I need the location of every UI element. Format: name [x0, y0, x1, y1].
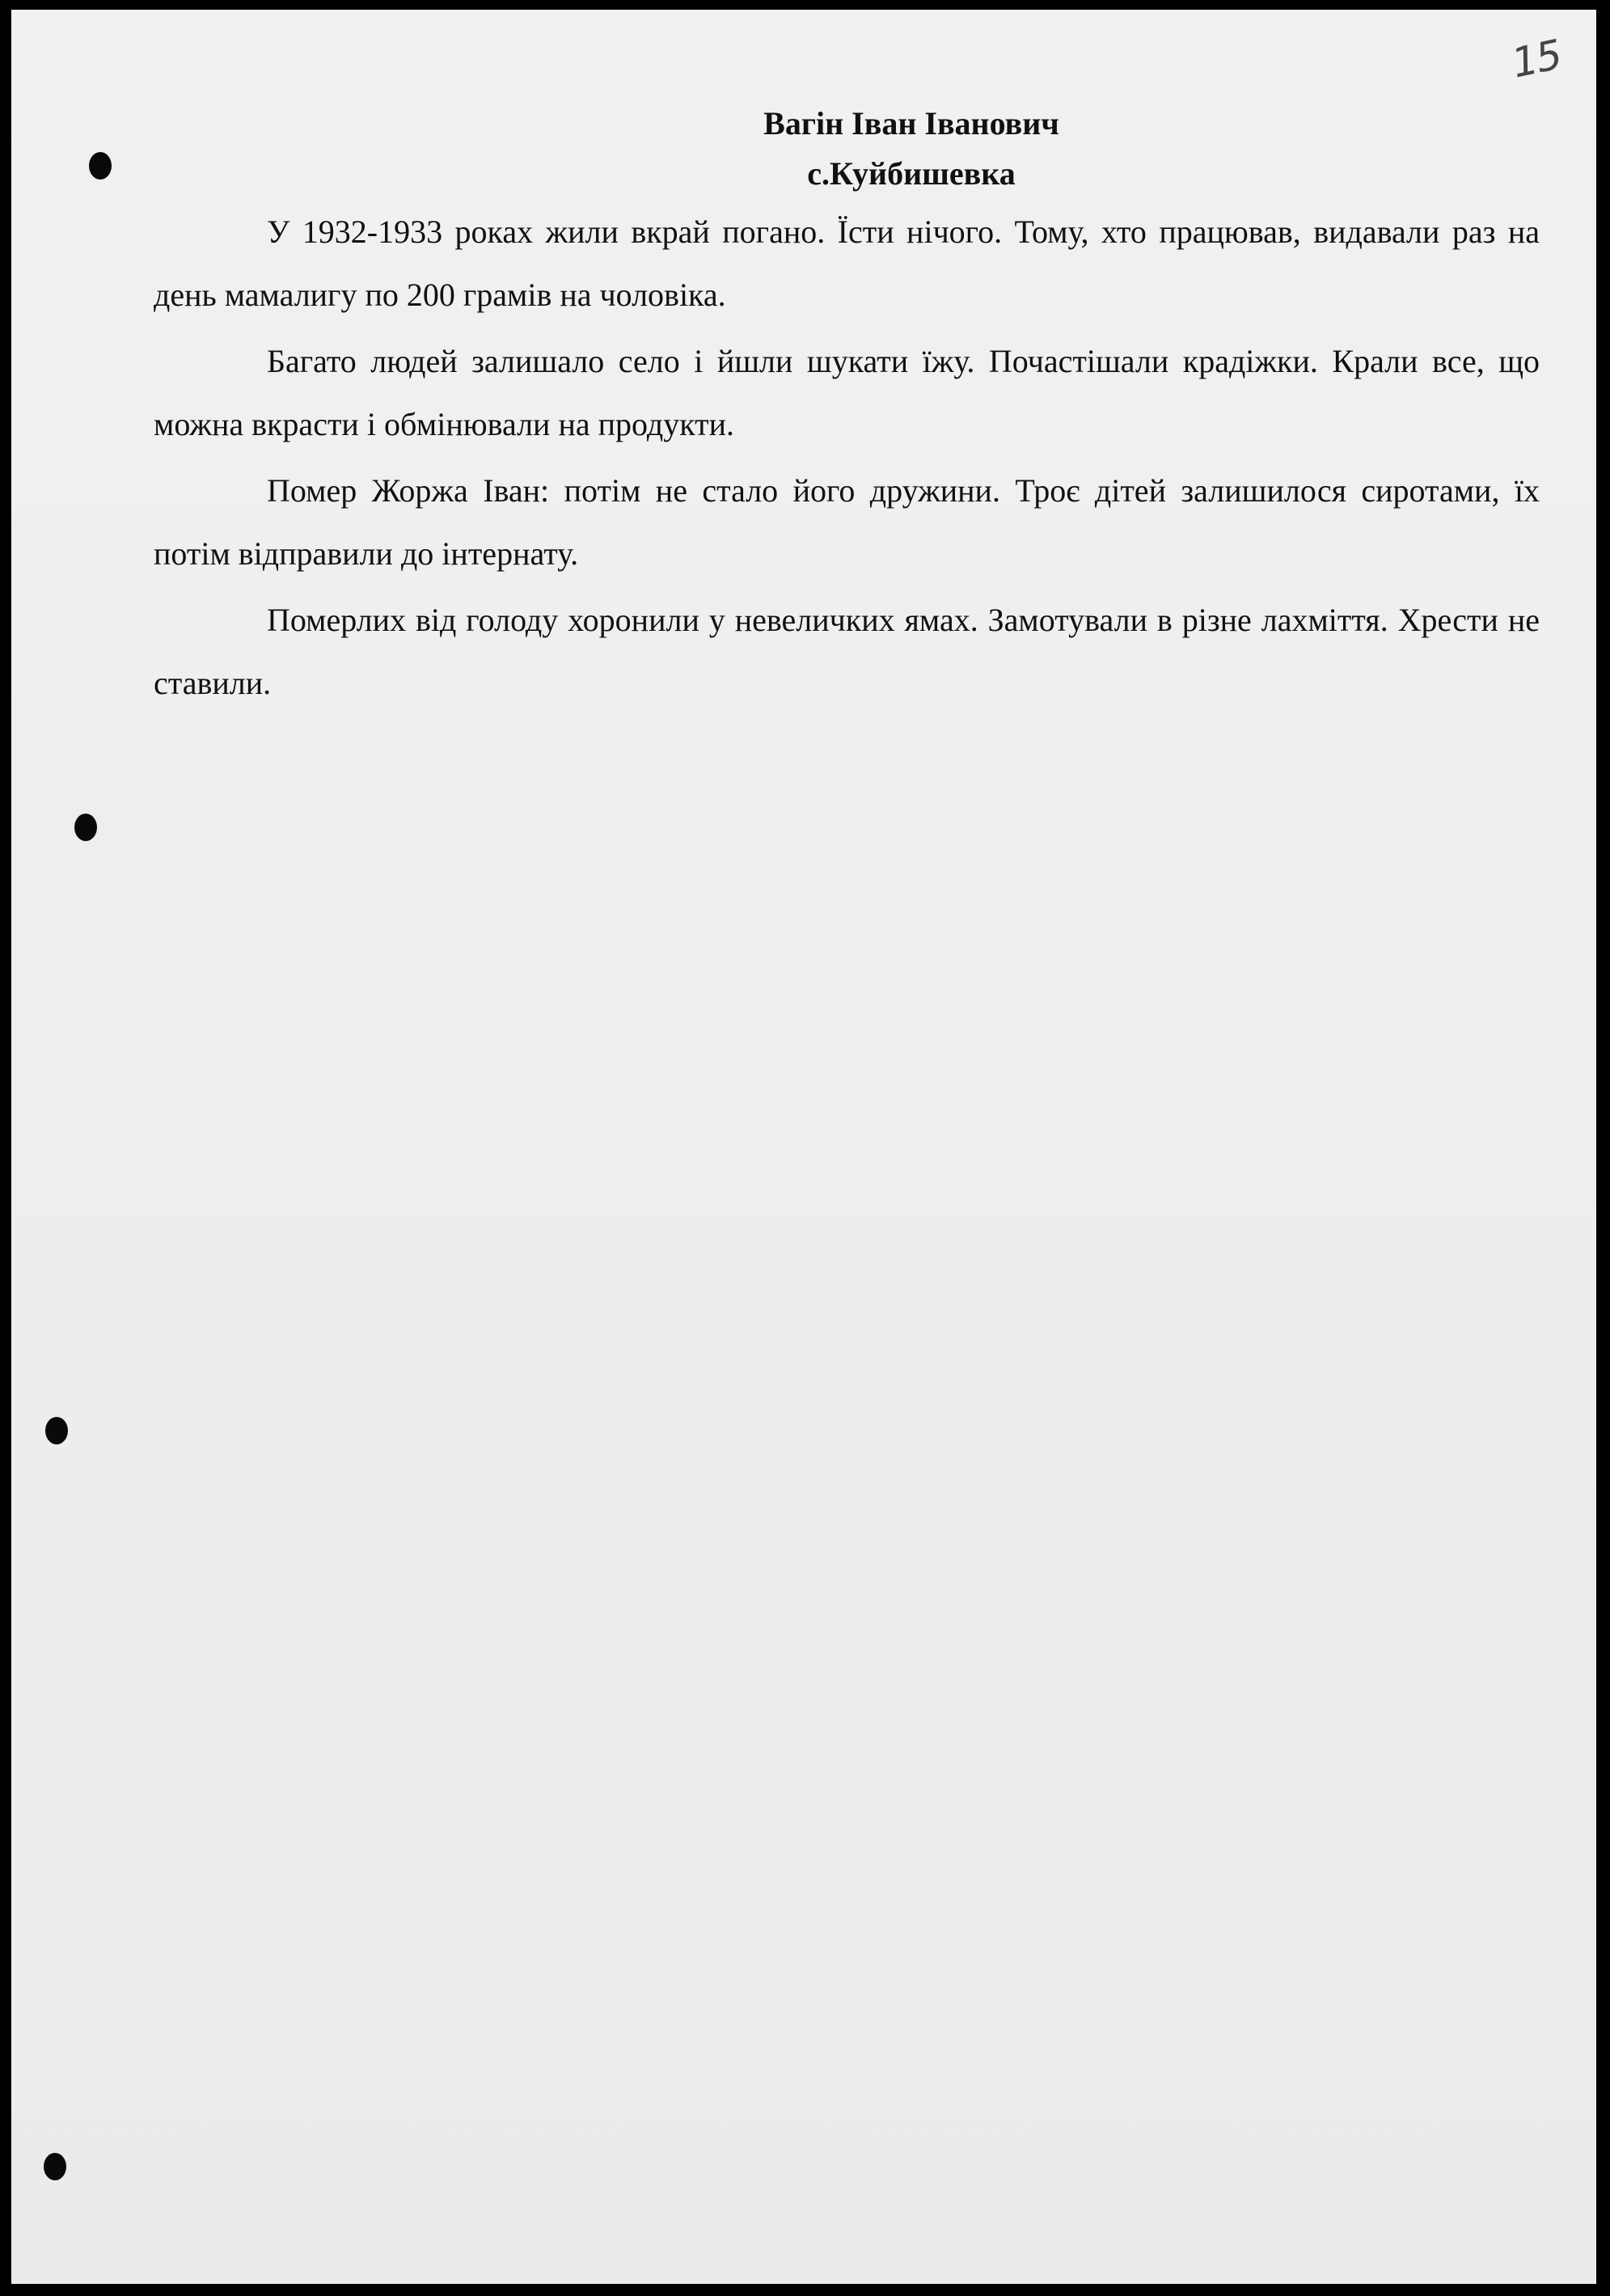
document-body [154, 99, 1540, 715]
paragraph: Багато людей залишало село і йшли шукати їжу. Почастішали крадіжки. Крали все, що можна вкрасти і обмінювали на продукти. [154, 343, 1540, 442]
village-heading: с.Куйбишевка [807, 155, 1016, 192]
paragraph: Помер Жоржа Іван: потім не стало його дружини. Троє дітей залишилося сиротами, їх потім відправили до інтернату. [154, 472, 1540, 572]
document-page [11, 10, 1596, 2284]
punch-hole [44, 2153, 66, 2180]
paragraph: У 1932-1933 роках жили вкрай погано. Їсти нічого. Тому, хто працював, видавали раз на день мамалигу по 200 грамів на чоловіка. [154, 214, 1540, 313]
person-name-heading: Вагін Іван Іванович [763, 105, 1059, 142]
punch-hole [74, 814, 97, 841]
paragraph: Померлих від голоду хоронили у невеличких ямах. Замотували в різне лахміття. Хрести не ставили. [154, 602, 1540, 701]
punch-hole [89, 152, 112, 180]
handwritten-page-number: 15 [1507, 31, 1566, 87]
punch-hole [45, 1417, 68, 1444]
